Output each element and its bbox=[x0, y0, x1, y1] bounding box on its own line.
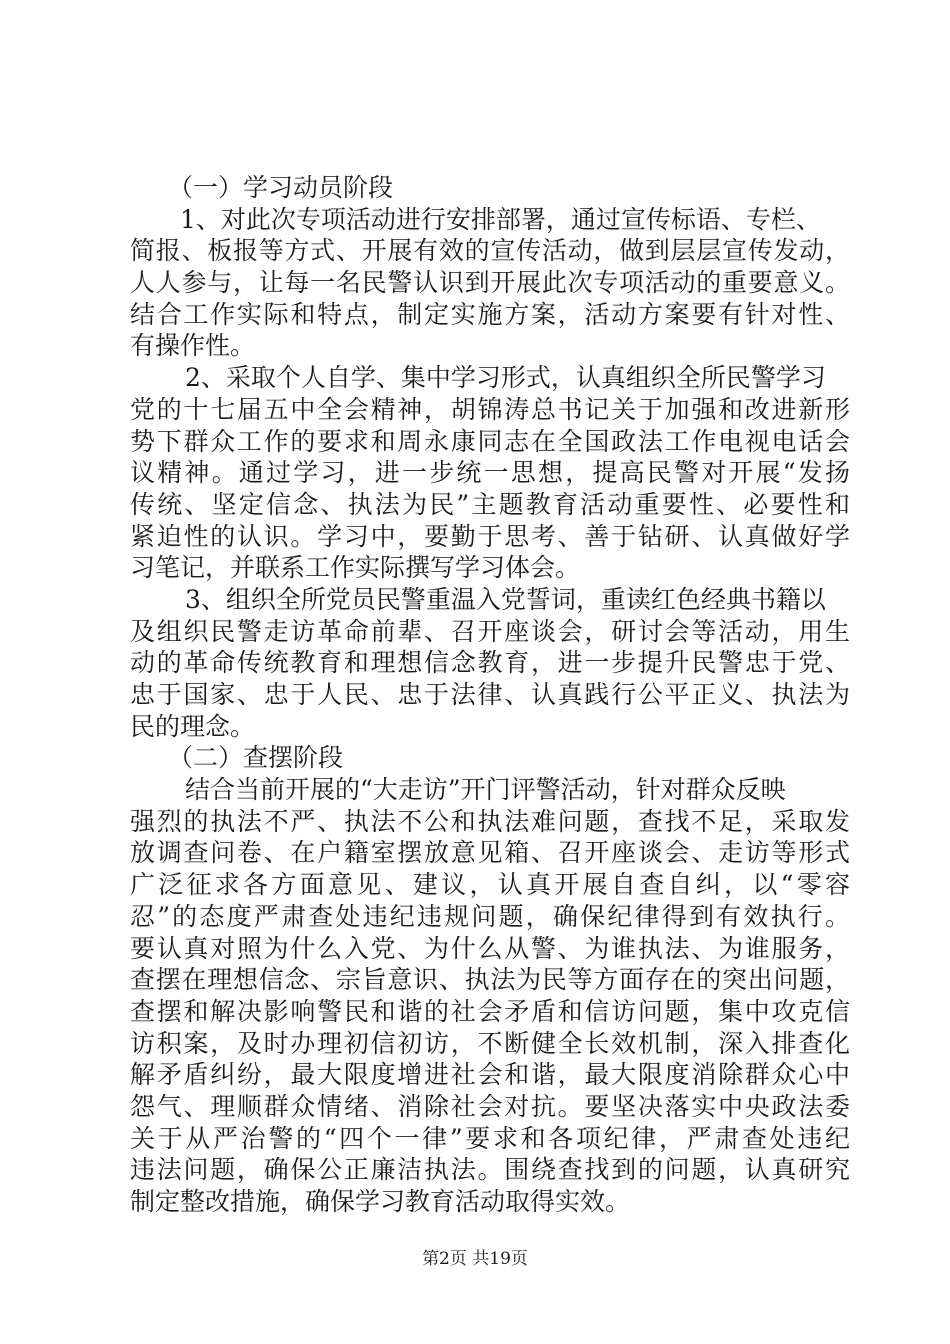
text-line: 访积案，及时办理初信初访，不断健全长效机制，深入排查化 bbox=[130, 1028, 850, 1058]
text-line: 怨气、理顺群众情绪、消除社会对抗。要坚决落实中央政法委 bbox=[130, 1091, 850, 1121]
text-line: 查摆在理想信念、宗旨意识、执法为民等方面存在的突出问题， bbox=[130, 965, 850, 995]
text-line: 忍”的态度严肃查处违纪违规问题，确保纪律得到有效执行。 bbox=[130, 901, 850, 931]
text-line: 及组织民警走访革命前辈、召开座谈会，研讨会等活动，用生 bbox=[130, 616, 850, 646]
section-heading: （一）学习动员阶段 bbox=[168, 173, 394, 202]
text-line: 放调查问卷、在户籍室摆放意见箱、召开座谈会、走访等形式 bbox=[130, 838, 850, 868]
text-line: 违法问题，确保公正廉洁执法。围绕查找到的问题，认真研究 bbox=[130, 1155, 850, 1185]
text-line: 制定整改措施，确保学习教育活动取得实效。 bbox=[130, 1187, 631, 1216]
text-line: 结合工作实际和特点，制定实施方案，活动方案要有针对性、 bbox=[130, 299, 850, 329]
text-line: 强烈的执法不严、执法不公和执法难问题，查找不足，采取发 bbox=[130, 806, 850, 836]
text-line: 2、采取个人自学、集中学习形式，认真组织全所民警学习 bbox=[185, 363, 826, 393]
page-footer: 第2页 共19页 bbox=[422, 1249, 528, 1269]
document-body bbox=[130, 172, 850, 1218]
text-line: 简报、板报等方式、开展有效的宣传活动，做到层层宣传发动， bbox=[130, 236, 850, 266]
text-line: 党的十七届五中全会精神，胡锦涛总书记关于加强和改进新形 bbox=[130, 394, 850, 424]
text-line: 习笔记，并联系工作实际撰写学习体会。 bbox=[130, 553, 581, 583]
text-line: 民的理念。 bbox=[130, 711, 256, 741]
text-line: 势下群众工作的要求和周永康同志在全国政法工作电视电话会 bbox=[130, 426, 850, 456]
text-line: 有操作性。 bbox=[130, 331, 256, 361]
text-line: 关于从严治警的“四个一律”要求和各项纪律，严肃查处违纪 bbox=[130, 1123, 850, 1153]
text-line: 人人参与，让每一名民警认识到开展此次专项活动的重要意义。 bbox=[130, 268, 850, 298]
text-line: 查摆和解决影响警民和谐的社会矛盾和信访问题，集中攻克信 bbox=[130, 996, 850, 1026]
text-line: 议精神。通过学习，进一步统一思想，提高民警对开展“发扬 bbox=[130, 458, 850, 488]
text-line: 紧迫性的认识。学习中，要勤于思考、善于钻研、认真做好学 bbox=[130, 521, 850, 551]
text-line: 传统、坚定信念、执法为民”主题教育活动重要性、必要性和 bbox=[130, 489, 850, 519]
text-line: 3、组织全所党员民警重温入党誓词，重读红色经典书籍以 bbox=[185, 584, 826, 614]
text-line: 解矛盾纠纷，最大限度增进社会和谐，最大限度消除群众心中 bbox=[130, 1060, 850, 1090]
section-heading: （二）查摆阶段 bbox=[168, 743, 344, 773]
text-line: 1、对此次专项活动进行安排部署，通过宣传标语、专栏、 bbox=[180, 204, 821, 234]
text-line: 要认真对照为什么入党、为什么从警、为谁执法、为谁服务， bbox=[130, 933, 850, 963]
text-line: 广泛征求各方面意见、建议，认真开展自查自纠，以“零容 bbox=[130, 870, 850, 900]
text-line: 动的革命传统教育和理想信念教育，进一步提升民警忠于党、 bbox=[130, 648, 850, 678]
text-line: 结合当前开展的“大走访”开门评警活动，针对群众反映 bbox=[185, 775, 786, 805]
text-line: 忠于国家、忠于人民、忠于法律、认真践行公平正义、执法为 bbox=[130, 680, 850, 709]
